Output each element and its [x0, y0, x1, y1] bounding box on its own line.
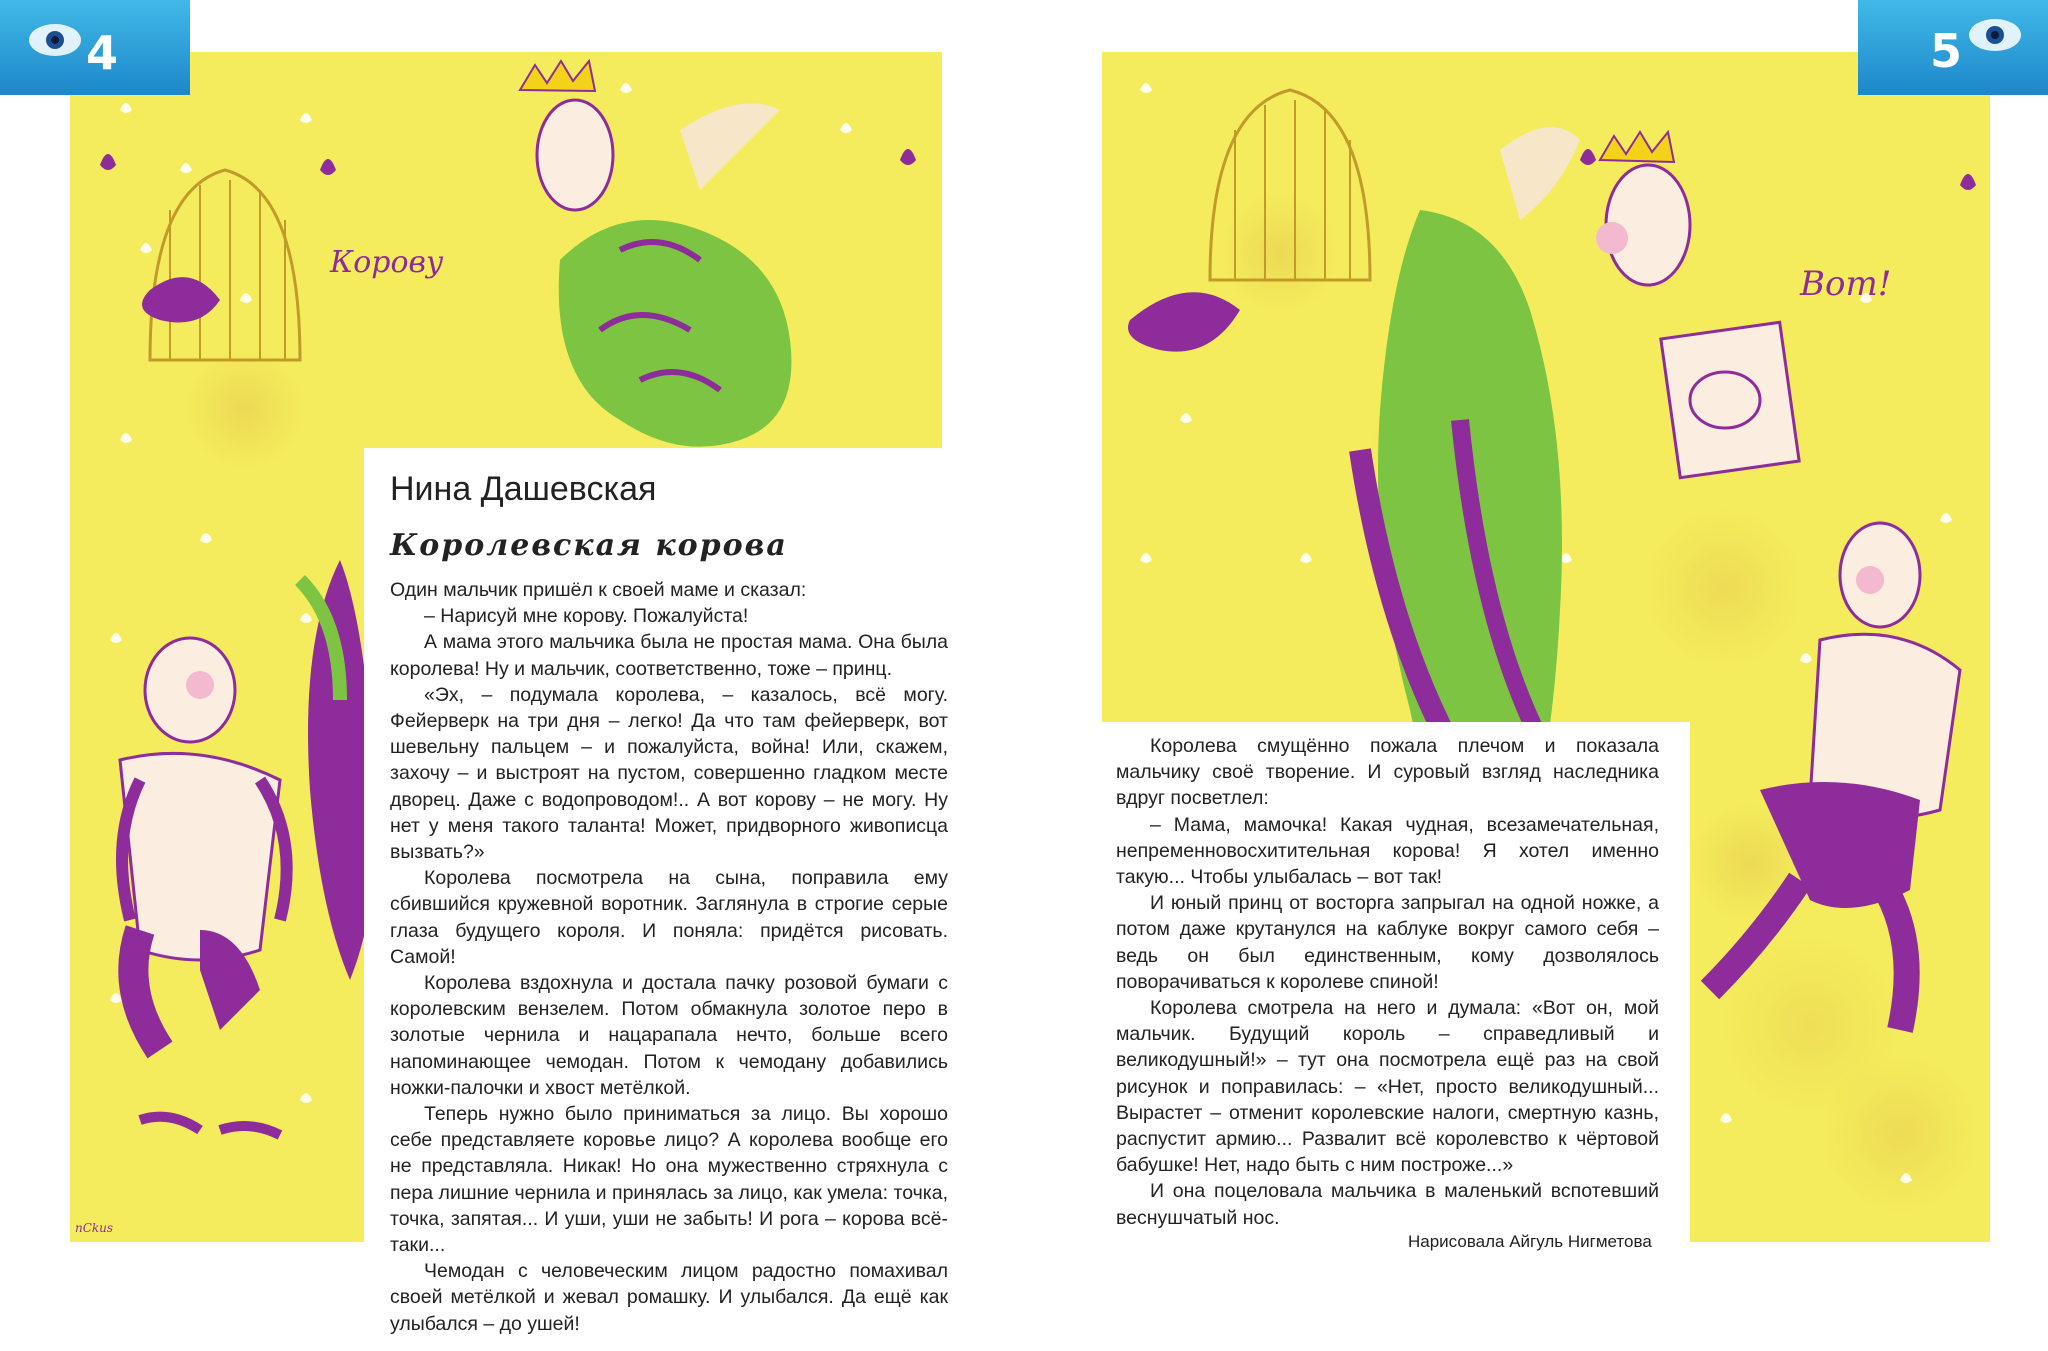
- paragraph: – Мама, мамочка! Какая чудная, всезамечательная, непременновосхитительная корова! Я хотел именно такую... Чтобы улыбалась – вот так!: [1116, 813, 1659, 889]
- illustrator-credit: Нарисовала Айгуль Нигметова: [1408, 1232, 1652, 1251]
- page-number-left: 4: [86, 26, 119, 80]
- paragraph: И юный принц от восторга запрыгал на одной ножке, а потом даже крутанулся на каблуке вокруг самого себя – ведь он был единственным, кому дозволялось поворачиваться к королеве спиной!: [1116, 892, 1659, 993]
- paragraph: А мама этого мальчика была не простая мама. Она была королева! Ну и мальчик, соответственно, тоже – принц.: [390, 631, 948, 680]
- paragraph: Королева смотрела на него и думала: «Вот он, мой мальчик. Будущий король – справедливый и великодушный!» – тут она посмотрела ещё раз на свой рисунок и поправилась: – «Нет, просто великодушный... Вырастет – отменит королевские налоги, смертную казнь, распустит армию... Развалит всё королевство к чёртовой бабушке! Нет, надо быть с ним построже...»: [1116, 997, 1659, 1177]
- left-body-text: [390, 577, 948, 1337]
- illustrator-signature: nCkus: [75, 1221, 114, 1235]
- paragraph: Королева вздохнула и достала пачку розовой бумаги с королевским вензелем. Потом обмакнула золотое перо в золотые чернила и нацарапала нечто, больше всего напоминающее чемодан. Потом к чемодану добавились ножки-палочки и хвост метёлкой.: [390, 972, 948, 1099]
- paragraph: Один мальчик пришёл к своей маме и сказал:: [390, 579, 807, 601]
- paragraph: «Эх, – подумала королева, – казалось, всё могу. Фейерверк на три дня – легко! Да что там фейерверк, вот шевельну пальцем – и пожалуйста, война! Или, скажем, захочу – и выстроят на пустом, совершенно гладком месте дворец. Даже с водопроводом!.. А вот корову – не могу. Ну нет у меня такого таланта! Может, придворного живописца вызвать?»: [390, 683, 948, 864]
- story-author: Нина Дашевская: [390, 470, 657, 508]
- paragraph: Чемодан с человеческим лицом радостно помахивал своей метёлкой и жевал ромашку. И улыбался. Да ещё как улыбался – до ушей!: [390, 1260, 948, 1335]
- paragraph: Королева смущённо пожала плечом и показала мальчику своё творение. И суровый взгляд наследника вдруг посветлел:: [1116, 735, 1659, 810]
- paragraph: Теперь нужно было приниматься за лицо. Вы хорошо себе представляете коровье лицо? А королева вообще его не представляла. Никак! Но она мужественно стряхнула с пера лишние чернила и принялась за лицо, как умела: точка, точка, запятая... И уши, уши не забыть! И рога – корова всё-таки...: [390, 1103, 948, 1257]
- story-title: Королевская корова: [390, 528, 788, 563]
- illustration-word-left: Корову: [330, 245, 444, 280]
- paragraph: И она поцеловала мальчика в маленький вспотевший веснушчатый нос.: [1116, 1180, 1659, 1229]
- illustration-word-right: Вот!: [1800, 264, 1892, 304]
- eye-ornament-icon: [1960, 10, 2030, 60]
- page-number-right: 5: [1930, 24, 1963, 78]
- paragraph: Королева посмотрела на сына, поправила ему сбившийся кружевной воротник. Заглянула в строгие серые глаза будущего короля. И поняла: придётся рисовать. Самой!: [390, 867, 948, 968]
- right-body-text: [1116, 733, 1659, 1231]
- paragraph: – Нарисуй мне корову. Пожалуйста!: [424, 605, 749, 628]
- eye-ornament-icon: [20, 15, 90, 65]
